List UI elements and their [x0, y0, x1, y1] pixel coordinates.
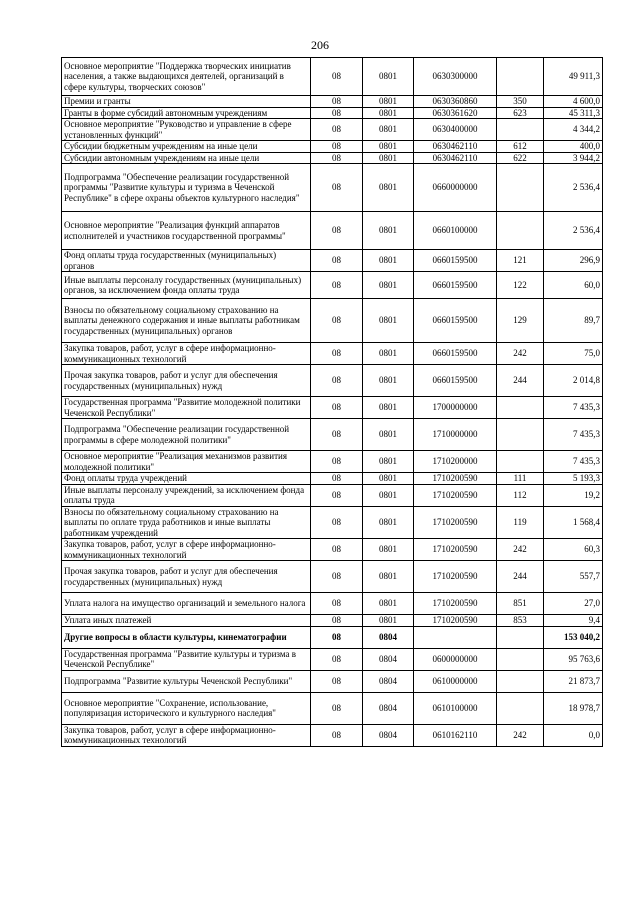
row-target-article: 0630360860	[414, 96, 497, 108]
row-section: 08	[311, 397, 363, 419]
row-section: 08	[311, 724, 363, 746]
row-target-article: 0630400000	[414, 119, 497, 141]
row-amount: 27,0	[544, 593, 603, 615]
row-target-article: 1710200590	[414, 484, 497, 506]
row-subsection: 0801	[363, 484, 414, 506]
row-section: 08	[311, 152, 363, 164]
row-name: Государственная программа "Развитие культуры и туризма в Чеченской Республике"	[62, 648, 311, 670]
row-expense-type: 612	[497, 141, 544, 153]
row-expense-type: 622	[497, 152, 544, 164]
row-expense-type	[497, 626, 544, 648]
row-amount: 296,9	[544, 250, 603, 272]
row-amount: 557,7	[544, 561, 603, 593]
row-expense-type	[497, 212, 544, 250]
row-subsection: 0801	[363, 141, 414, 153]
row-target-article: 0660100000	[414, 212, 497, 250]
table-row	[62, 692, 603, 724]
row-target-article: 1710200590	[414, 539, 497, 561]
row-section: 08	[311, 107, 363, 119]
row-section: 08	[311, 539, 363, 561]
row-expense-type: 623	[497, 107, 544, 119]
row-amount: 2 536,4	[544, 164, 603, 212]
row-amount: 60,3	[544, 539, 603, 561]
row-subsection: 0801	[363, 107, 414, 119]
row-target-article: 0660159500	[414, 250, 497, 272]
row-target-article: 0610162110	[414, 724, 497, 746]
row-name: Закупка товаров, работ, услуг в сфере информационно-коммуникационных технологий	[62, 539, 311, 561]
row-amount: 21 873,7	[544, 670, 603, 692]
table-row	[62, 212, 603, 250]
row-expense-type	[497, 692, 544, 724]
row-name: Фонд оплаты труда государственных (муниципальных) органов	[62, 250, 311, 272]
row-name: Основное мероприятие "Поддержка творческих инициатив населения, а также выдающихся деятелей, организаций в сфере культуры, творческих союзов"	[62, 58, 311, 96]
row-expense-type	[497, 58, 544, 96]
table-row	[62, 724, 603, 746]
table-row	[62, 164, 603, 212]
row-name: Основное мероприятие "Реализация механизмов развития молодежной политики"	[62, 451, 311, 473]
row-name: Иные выплаты персоналу государственных (муниципальных) органов, за исключением фонда оплаты труда	[62, 272, 311, 299]
row-target-article: 1710200000	[414, 451, 497, 473]
row-section: 08	[311, 473, 363, 485]
row-subsection: 0801	[363, 397, 414, 419]
row-amount: 45 311,3	[544, 107, 603, 119]
row-expense-type: 121	[497, 250, 544, 272]
row-expense-type: 112	[497, 484, 544, 506]
row-target-article: 0660000000	[414, 164, 497, 212]
row-name: Прочая закупка товаров, работ и услуг для обеспечения государственных (муниципальных) нужд	[62, 561, 311, 593]
row-subsection: 0801	[363, 473, 414, 485]
row-subsection: 0801	[363, 58, 414, 96]
row-section: 08	[311, 272, 363, 299]
table-row	[62, 615, 603, 627]
row-subsection: 0801	[363, 164, 414, 212]
row-amount: 49 911,3	[544, 58, 603, 96]
row-target-article: 0660159500	[414, 343, 497, 365]
table-row	[62, 58, 603, 96]
row-amount: 9,4	[544, 615, 603, 627]
row-name: Уплата налога на имущество организаций и земельного налога	[62, 593, 311, 615]
row-section: 08	[311, 250, 363, 272]
row-subsection: 0801	[363, 152, 414, 164]
row-expense-type: 119	[497, 506, 544, 539]
row-section: 08	[311, 670, 363, 692]
row-name: Закупка товаров, работ, услуг в сфере информационно-коммуникационных технологий	[62, 343, 311, 365]
row-amount: 4 344,2	[544, 119, 603, 141]
row-name: Фонд оплаты труда учреждений	[62, 473, 311, 485]
row-amount: 153 040,2	[544, 626, 603, 648]
row-section: 08	[311, 451, 363, 473]
row-target-article: 0660159500	[414, 272, 497, 299]
row-name: Основное мероприятие "Сохранение, использование, популяризация исторического и культурного наследия"	[62, 692, 311, 724]
row-expense-type: 851	[497, 593, 544, 615]
row-section: 08	[311, 484, 363, 506]
table-row	[62, 141, 603, 153]
row-amount: 89,7	[544, 299, 603, 343]
row-section: 08	[311, 58, 363, 96]
row-name: Основное мероприятие "Реализация функций аппаратов исполнителей и участников государственной программы"	[62, 212, 311, 250]
row-target-article: 1710200590	[414, 593, 497, 615]
row-target-article: 0630361620	[414, 107, 497, 119]
row-subsection: 0801	[363, 343, 414, 365]
row-target-article: 1710000000	[414, 419, 497, 451]
row-amount: 7 435,3	[544, 397, 603, 419]
table-row	[62, 397, 603, 419]
table-row	[62, 96, 603, 108]
row-section: 08	[311, 626, 363, 648]
row-section: 08	[311, 648, 363, 670]
row-target-article: 0660159500	[414, 365, 497, 397]
row-amount: 4 600,0	[544, 96, 603, 108]
table-row	[62, 648, 603, 670]
row-amount: 7 435,3	[544, 419, 603, 451]
row-subsection: 0804	[363, 670, 414, 692]
row-subsection: 0801	[363, 561, 414, 593]
row-target-article: 0630300000	[414, 58, 497, 96]
row-expense-type	[497, 419, 544, 451]
row-expense-type: 122	[497, 272, 544, 299]
row-name: Основное мероприятие "Руководство и управление в сфере установленных функций"	[62, 119, 311, 141]
row-subsection: 0801	[363, 539, 414, 561]
row-amount: 3 944,2	[544, 152, 603, 164]
table-row	[62, 484, 603, 506]
row-subsection: 0801	[363, 506, 414, 539]
table-row	[62, 152, 603, 164]
row-expense-type: 242	[497, 724, 544, 746]
table-row	[62, 250, 603, 272]
row-name: Уплата иных платежей	[62, 615, 311, 627]
row-amount: 75,0	[544, 343, 603, 365]
table-row	[62, 561, 603, 593]
row-amount: 2 536,4	[544, 212, 603, 250]
row-name: Прочая закупка товаров, работ и услуг для обеспечения государственных (муниципальных) нужд	[62, 365, 311, 397]
row-name: Подпрограмма "Развитие культуры Чеченской Республики"	[62, 670, 311, 692]
row-section: 08	[311, 164, 363, 212]
row-expense-type: 244	[497, 561, 544, 593]
row-section: 08	[311, 212, 363, 250]
row-subsection: 0801	[363, 272, 414, 299]
row-section: 08	[311, 365, 363, 397]
row-expense-type	[497, 648, 544, 670]
row-name: Гранты в форме субсидий автономным учреждениям	[62, 107, 311, 119]
table-row	[62, 593, 603, 615]
page-number: 206	[311, 38, 329, 52]
row-name: Государственная программа "Развитие молодежной политики Чеченской Республики"	[62, 397, 311, 419]
row-target-article: 1710200590	[414, 473, 497, 485]
row-section: 08	[311, 119, 363, 141]
row-name: Взносы по обязательному социальному страхованию на выплаты по оплате труда работников и иные выплаты работникам учреждений	[62, 506, 311, 539]
row-subsection: 0804	[363, 626, 414, 648]
row-name: Подпрограмма "Обеспечение реализации государственной программы "Развитие культуры и туризма в Чеченской Республике" в сфере охраны объектов культурного наследия"	[62, 164, 311, 212]
table-row	[62, 272, 603, 299]
row-expense-type	[497, 451, 544, 473]
row-name: Взносы по обязательному социальному страхованию на выплаты денежного содержания и иные выплаты работникам государственных (муниципальных) органов	[62, 299, 311, 343]
row-subsection: 0801	[363, 250, 414, 272]
row-expense-type: 242	[497, 343, 544, 365]
row-amount: 7 435,3	[544, 451, 603, 473]
row-amount: 5 193,3	[544, 473, 603, 485]
row-target-article: 0660159500	[414, 299, 497, 343]
row-subsection: 0804	[363, 724, 414, 746]
row-section: 08	[311, 96, 363, 108]
row-expense-type	[497, 670, 544, 692]
table-row	[62, 670, 603, 692]
row-subsection: 0801	[363, 299, 414, 343]
row-name: Другие вопросы в области культуры, кинематографии	[62, 626, 311, 648]
table-row	[62, 626, 603, 648]
row-amount: 400,0	[544, 141, 603, 153]
row-section: 08	[311, 419, 363, 451]
row-amount: 2 014,8	[544, 365, 603, 397]
row-section: 08	[311, 615, 363, 627]
row-target-article	[414, 626, 497, 648]
row-expense-type: 242	[497, 539, 544, 561]
row-name: Иные выплаты персоналу учреждений, за исключением фонда оплаты труда	[62, 484, 311, 506]
row-section: 08	[311, 141, 363, 153]
row-subsection: 0801	[363, 365, 414, 397]
row-amount: 60,0	[544, 272, 603, 299]
row-amount: 1 568,4	[544, 506, 603, 539]
row-subsection: 0801	[363, 615, 414, 627]
row-name: Премии и гранты	[62, 96, 311, 108]
row-amount: 19,2	[544, 484, 603, 506]
row-subsection: 0804	[363, 648, 414, 670]
row-target-article: 1700000000	[414, 397, 497, 419]
table-row	[62, 473, 603, 485]
table-body	[62, 58, 603, 747]
row-name: Субсидии автономным учреждениям на иные цели	[62, 152, 311, 164]
table-row	[62, 343, 603, 365]
row-name: Субсидии бюджетным учреждениям на иные цели	[62, 141, 311, 153]
table-row	[62, 419, 603, 451]
table-row	[62, 107, 603, 119]
row-expense-type: 129	[497, 299, 544, 343]
row-section: 08	[311, 506, 363, 539]
row-expense-type	[497, 397, 544, 419]
row-amount: 95 763,6	[544, 648, 603, 670]
row-expense-type: 853	[497, 615, 544, 627]
row-target-article: 0600000000	[414, 648, 497, 670]
row-subsection: 0801	[363, 593, 414, 615]
row-section: 08	[311, 593, 363, 615]
row-section: 08	[311, 343, 363, 365]
row-name: Закупка товаров, работ, услуг в сфере информационно-коммуникационных технологий	[62, 724, 311, 746]
table-row	[62, 299, 603, 343]
row-target-article: 1710200590	[414, 506, 497, 539]
row-expense-type	[497, 119, 544, 141]
budget-table	[61, 57, 603, 747]
row-subsection: 0801	[363, 119, 414, 141]
table-row	[62, 365, 603, 397]
row-expense-type: 111	[497, 473, 544, 485]
row-subsection: 0801	[363, 212, 414, 250]
row-subsection: 0804	[363, 692, 414, 724]
row-target-article: 0610100000	[414, 692, 497, 724]
row-amount: 18 978,7	[544, 692, 603, 724]
row-section: 08	[311, 692, 363, 724]
table-row	[62, 119, 603, 141]
table-row	[62, 539, 603, 561]
row-section: 08	[311, 299, 363, 343]
row-expense-type: 244	[497, 365, 544, 397]
table-row	[62, 506, 603, 539]
row-target-article: 1710200590	[414, 561, 497, 593]
table-row	[62, 451, 603, 473]
row-name: Подпрограмма "Обеспечение реализации государственной программы в сфере молодежной политики"	[62, 419, 311, 451]
row-target-article: 1710200590	[414, 615, 497, 627]
row-amount: 0,0	[544, 724, 603, 746]
row-section: 08	[311, 561, 363, 593]
row-target-article: 0630462110	[414, 152, 497, 164]
row-subsection: 0801	[363, 419, 414, 451]
row-subsection: 0801	[363, 451, 414, 473]
row-target-article: 0630462110	[414, 141, 497, 153]
row-subsection: 0801	[363, 96, 414, 108]
row-target-article: 0610000000	[414, 670, 497, 692]
row-expense-type: 350	[497, 96, 544, 108]
row-expense-type	[497, 164, 544, 212]
